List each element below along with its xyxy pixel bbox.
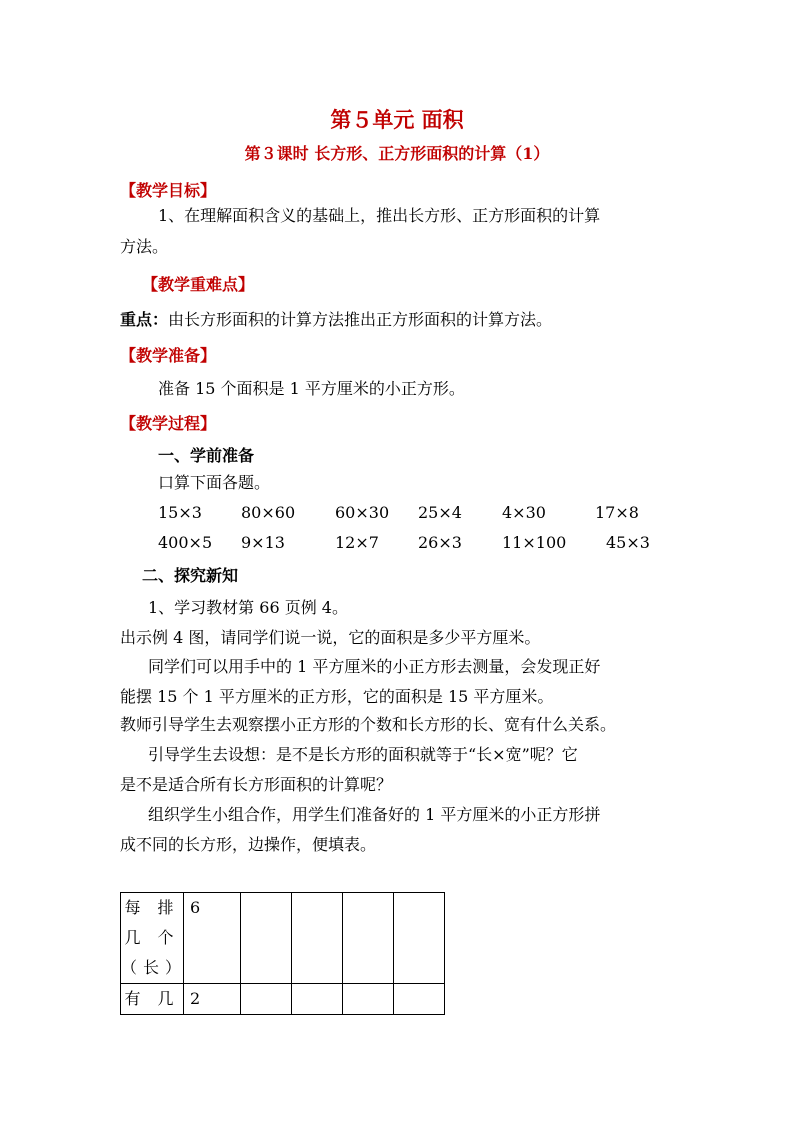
paragraph: 1、学习教材第 66 页例 4。: [148, 598, 348, 617]
key-label: 重点：: [120, 310, 169, 329]
row-header-per-row-count: 每 排 几 个 （长）: [121, 893, 184, 984]
section-prep-heading: 【教学准备】: [120, 346, 217, 365]
paragraph: 同学们可以用手中的 1 平方厘米的小正方形去测量，会发现正好: [148, 657, 601, 676]
calc-item: 12×7: [335, 533, 379, 552]
section-process-heading: 【教学过程】: [120, 414, 217, 433]
paragraph: 能摆 15 个 1 平方厘米的正方形，它的面积是 15 平方厘米。: [120, 687, 554, 706]
table-row: [121, 984, 445, 1015]
goals-line-1: 1、在理解面积含义的基础上，推出长方形、正方形面积的计算: [158, 206, 601, 225]
table-cell-empty: [394, 893, 445, 984]
lesson-title: 第３课时 长方形、正方形面积的计算（1）: [244, 144, 550, 163]
oral-calc-instruction: 口算下面各题。: [158, 473, 271, 492]
calc-item: 45×3: [606, 533, 650, 552]
table-cell: 6: [184, 893, 241, 984]
step2-title: 二、探究新知: [142, 566, 239, 585]
section-key-heading: 【教学重难点】: [142, 275, 255, 294]
table-row: [121, 893, 445, 984]
calc-item: 400×5: [158, 533, 213, 552]
prep-text: 准备 15 个面积是 1 平方厘米的小正方形。: [158, 379, 465, 398]
calc-item: 15×3: [158, 503, 202, 522]
calc-item: 60×30: [335, 503, 390, 522]
calc-item: 11×100: [502, 533, 567, 552]
table-cell: 2: [184, 984, 241, 1015]
paragraph: 成不同的长方形，边操作，便填表。: [120, 835, 377, 854]
table-cell-empty: [292, 984, 343, 1015]
section-goals-heading: 【教学目标】: [120, 181, 217, 200]
paragraph: 是不是适合所有长方形面积的计算呢？: [120, 775, 393, 794]
calc-item: 4×30: [502, 503, 546, 522]
key-text: 由长方形面积的计算方法推出正方形面积的计算方法。: [168, 310, 553, 329]
table-cell-empty: [241, 984, 292, 1015]
calc-item: 26×3: [418, 533, 462, 552]
paragraph: 出示例 4 图，请同学们说一说，它的面积是多少平方厘米。: [120, 628, 541, 647]
row-header-row-count: 有 几: [121, 984, 184, 1015]
paragraph: 组织学生小组合作，用学生们准备好的 1 平方厘米的小正方形拼: [148, 805, 601, 824]
key-point: [120, 307, 552, 330]
paragraph: 教师引导学生去观察摆小正方形的个数和长方形的长、宽有什么关系。: [120, 715, 617, 734]
table-cell-empty: [241, 893, 292, 984]
calc-item: 25×4: [418, 503, 462, 522]
calc-item: 80×60: [241, 503, 296, 522]
table-cell-empty: [292, 893, 343, 984]
table-cell-empty: [394, 984, 445, 1015]
calc-item: 17×8: [595, 503, 639, 522]
table-cell-empty: [343, 984, 394, 1015]
fill-in-table: [120, 892, 445, 1015]
goals-line-2: 方法。: [120, 237, 169, 256]
step1-title: 一、学前准备: [158, 446, 255, 465]
table-cell-empty: [343, 893, 394, 984]
calc-item: 9×13: [241, 533, 285, 552]
unit-title: 第５单元 面积: [330, 107, 464, 132]
paragraph: 引导学生去设想：是不是长方形的面积就等于“长×宽”呢？它: [148, 745, 578, 764]
